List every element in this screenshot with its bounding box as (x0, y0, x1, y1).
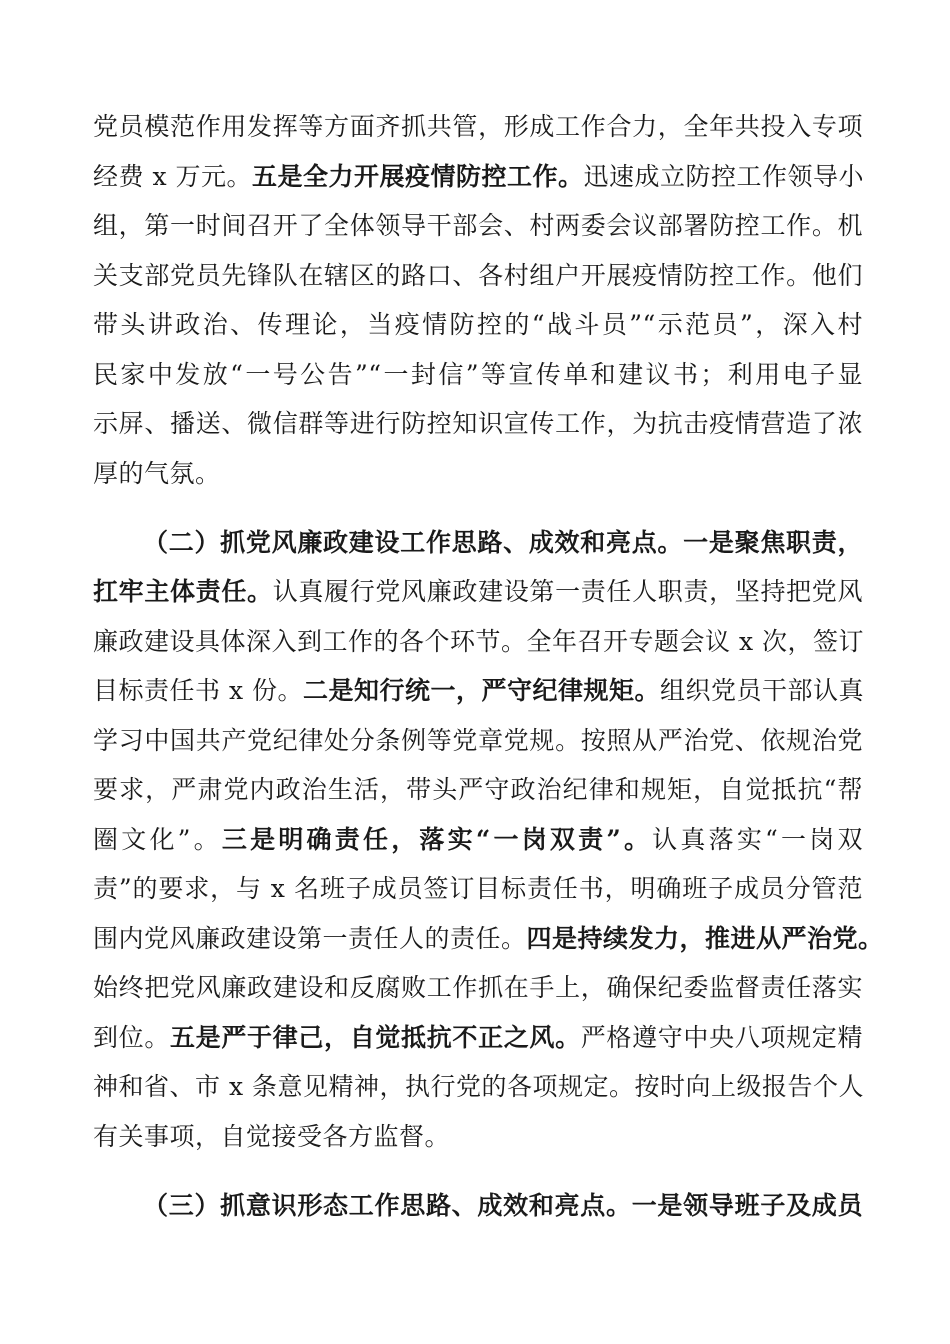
p3-line-1 (143, 1186, 863, 1226)
p1-line-7: 示屏、播送、微信群等进行防控知识宣传工作，为抗击疫情营造了浓 (93, 409, 863, 438)
p2-line-2 (93, 572, 863, 612)
p1-line-3: 组，第一时间召开了全体领导干部会、村两委会议部署防控工作。机 (93, 211, 863, 240)
p3-section-heading: （三）抓意识形态工作思路、成效和亮点。一是领导班子及成员 (143, 1191, 863, 1220)
p2-line-11-text: 到位。 (93, 1023, 171, 1052)
p1-line-2 (93, 157, 863, 197)
p1-line-2-text: 经费 x 万元。 (93, 162, 252, 191)
p1-line-5: 带头讲政治、传理论，当疫情防控的“战斗员”“示范员”，深入村 (93, 310, 863, 339)
p2-line-3: 廉政建设具体深入到工作的各个环节。全年召开专题会议 x 次，签订 (93, 627, 864, 656)
p2-line-12: 神和省、市 x 条意见精神，执行党的各项规定。按时向上级报告个人 (93, 1072, 864, 1101)
p2-line-9-text: 围内党风廉政建设第一责任人的责任。 (93, 924, 527, 953)
p2-heading-1-cont: 扛牢主体责任。 (93, 577, 273, 606)
p1-line-6: 民家中发放“一号公告”“一封信”等宣传单和建议书；利用电子显 (93, 360, 863, 389)
p2-line-2-text: 认真履行党风廉政建设第一责任人职责，坚持把党风 (272, 577, 863, 606)
p2-line-4-rest: 组织党员干部认真 (660, 676, 865, 705)
p2-section-heading: （二）抓党风廉政建设工作思路、成效和亮点。一是聚焦职责， (143, 528, 863, 557)
p1-heading-5: 五是全力开展疫情防控工作。 (252, 162, 584, 191)
p2-line-7-text: 圈文化”。 (93, 825, 222, 854)
p2-line-10: 始终把党风廉政建设和反腐败工作抓在手上，确保纪委监督责任落实 (93, 973, 863, 1002)
p1-line-4: 关支部党员先锋队在辖区的路口、各村组户开展疫情防控工作。他们 (93, 261, 863, 290)
p2-line-13: 有关事项，自觉接受各方监督。 (93, 1122, 451, 1151)
p2-line-4 (93, 671, 863, 711)
p2-line-8: 责”的要求，与 x 名班子成员签订目标责任书，明确班子成员分管范 (93, 874, 863, 903)
p2-line-9 (93, 919, 884, 959)
p2-line-4-text: 目标责任书 x 份。 (93, 676, 303, 705)
p2-line-11-rest: 严格遵守中央八项规定精 (580, 1023, 863, 1052)
p2-heading-3: 三是明确责任，落实“一岗双责”。 (221, 825, 653, 854)
p2-line-6: 要求，严肃党内政治生活，带头严守政治纪律和规矩，自觉抵抗“帮 (93, 775, 863, 804)
p2-line-11 (93, 1018, 863, 1058)
p1-line-8: 厚的气氛。 (93, 459, 221, 488)
p2-line-1 (143, 523, 863, 563)
p1-line-1: 党员模范作用发挥等方面齐抓共管，形成工作合力，全年共投入专项 (93, 112, 863, 141)
p2-line-7-rest: 认真落实“一岗双 (652, 825, 863, 854)
p2-heading-4: 四是持续发力，推进从严治党。 (526, 924, 884, 953)
p2-heading-2: 二是知行统一，严守纪律规矩。 (303, 676, 661, 705)
p2-line-7 (93, 820, 863, 860)
p2-line-5: 学习中国共产党纪律处分条例等党章党规。按照从严治党、依规治党 (93, 726, 863, 755)
p2-heading-5: 五是严于律己，自觉抵抗不正之风。 (170, 1023, 581, 1052)
p1-line-2-rest: 迅速成立防控工作领导小 (583, 162, 865, 191)
